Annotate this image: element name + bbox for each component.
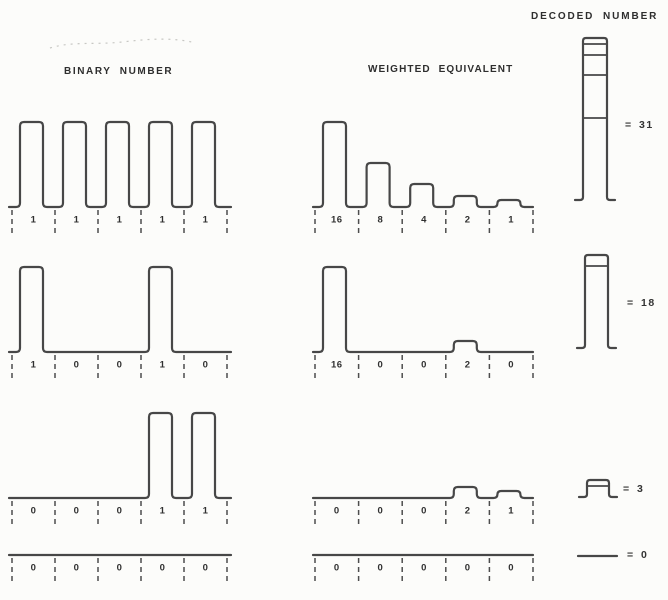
decoded-column-row-1	[575, 38, 615, 200]
decoded-value-row-3: = 3	[623, 483, 645, 495]
binary-row-4-digit: 0	[30, 562, 37, 574]
binary-row-1-digit: 1	[30, 214, 37, 226]
binary-row-1-digit: 1	[159, 214, 166, 226]
binary-row-3-digit: 1	[202, 505, 209, 517]
decoded-column-row-3	[579, 480, 617, 497]
binary-row-1-digit: 1	[73, 214, 80, 226]
weighted-row-4-digit: 0	[508, 562, 515, 574]
weighted-row-3-digit: 2	[464, 505, 471, 517]
decoded-value-row-4: = 0	[627, 549, 649, 561]
weighted-row-2-digit: 0	[421, 359, 427, 371]
weighted-row-3-digit: 0	[421, 505, 427, 517]
binary-row-3-digit: 0	[116, 505, 123, 517]
binary-waveform-row-1	[9, 122, 231, 207]
weighted-waveform-row-2	[313, 267, 533, 352]
decoded-value-row-2: = 18	[627, 297, 656, 309]
binary-row-1-digit: 1	[116, 214, 123, 226]
weighted-row-1-digit: 2	[464, 214, 471, 226]
weighted-row-2-digit: 0	[377, 359, 384, 371]
weighted-row-3-digit: 0	[333, 505, 340, 517]
weighted-row-2-digit: 16	[331, 359, 343, 371]
weighted-waveform-row-3	[313, 487, 533, 498]
weighted-row-1-digit: 16	[331, 214, 343, 226]
binary-number-heading: BINARY NUMBER	[64, 66, 174, 77]
weighted-row-1-digit: 8	[377, 214, 384, 226]
binary-row-3-digit: 0	[30, 505, 37, 517]
binary-row-4-digit: 0	[116, 562, 123, 574]
decoded-number-heading: DECODED NUMBER	[531, 11, 659, 22]
weighted-row-2-digit: 2	[464, 359, 471, 371]
weighted-row-2-digit: 0	[508, 359, 515, 371]
binary-row-2-digit: 1	[30, 359, 37, 371]
weighted-waveform-row-1	[313, 122, 533, 207]
binary-row-2-digit: 0	[73, 359, 80, 371]
binary-row-1-digit: 1	[202, 214, 209, 226]
weighted-row-3-digit: 1	[508, 505, 515, 517]
decoded-value-row-1: = 31	[625, 119, 654, 131]
binary-row-2-digit: 0	[116, 359, 123, 371]
binary-row-4-digit: 0	[73, 562, 80, 574]
weighted-row-4-digit: 0	[464, 562, 471, 574]
weighted-row-1-digit: 1	[508, 214, 515, 226]
binary-row-3-digit: 1	[159, 505, 166, 517]
weighted-row-1-digit: 4	[421, 214, 427, 226]
binary-waveform-row-2	[9, 267, 231, 352]
decoded-column-row-2	[577, 255, 616, 348]
weighted-equivalent-heading: WEIGHTED EQUIVALENT	[368, 64, 514, 75]
binary-row-3-digit: 0	[73, 505, 80, 517]
weighted-row-4-digit: 0	[333, 562, 340, 574]
binary-row-4-digit: 0	[202, 562, 209, 574]
binary-row-4-digit: 0	[159, 562, 166, 574]
binary-row-2-digit: 1	[159, 359, 166, 371]
weighted-row-4-digit: 0	[421, 562, 427, 574]
scan-smudge-artifact	[50, 39, 196, 48]
binary-waveform-row-3	[9, 413, 231, 498]
binary-row-2-digit: 0	[202, 359, 209, 371]
weighted-row-3-digit: 0	[377, 505, 384, 517]
weighted-row-4-digit: 0	[377, 562, 384, 574]
